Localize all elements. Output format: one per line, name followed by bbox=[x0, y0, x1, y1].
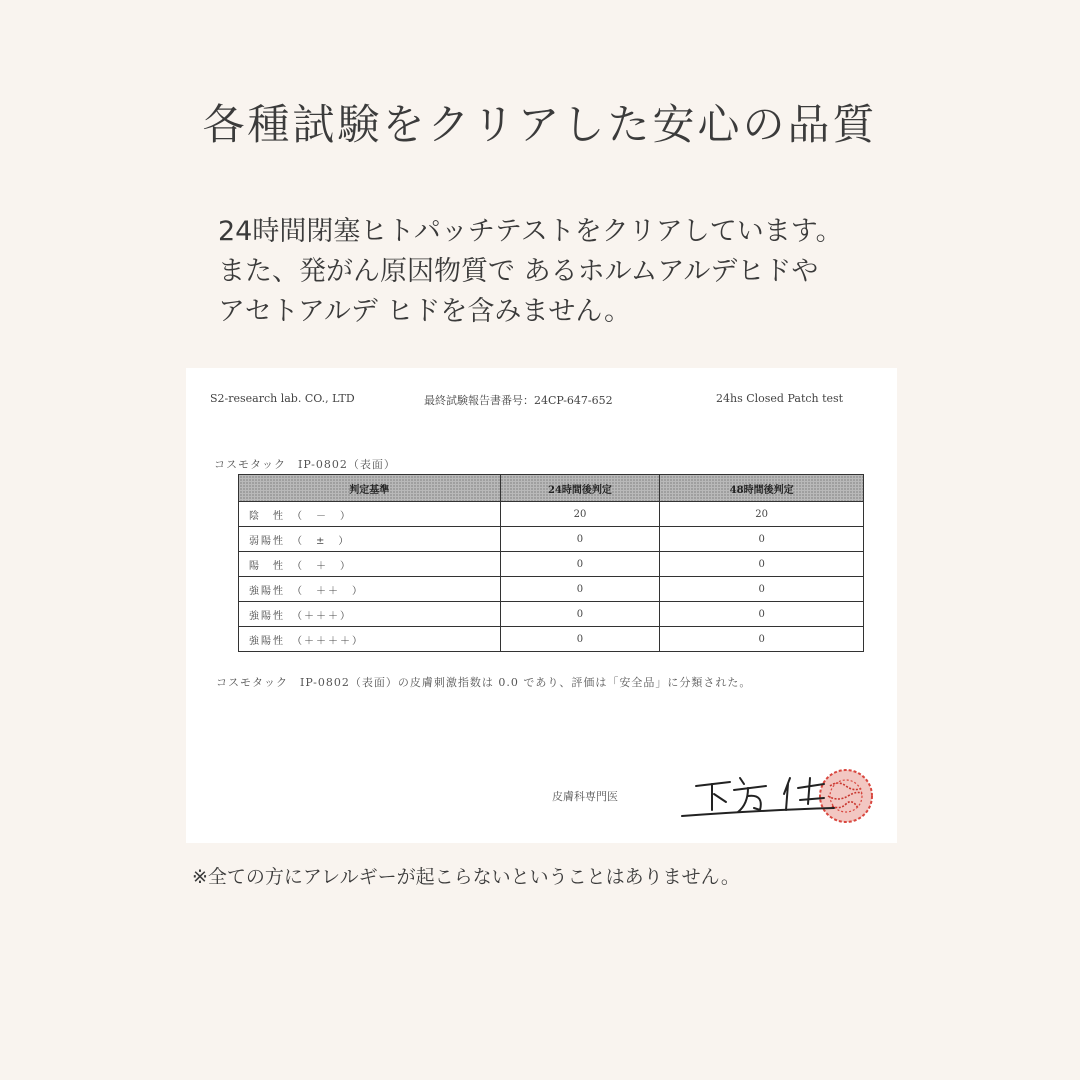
signature-strokes bbox=[682, 778, 834, 816]
criteria-cell: 弱陽性 （ ± ） bbox=[239, 527, 501, 552]
criteria-cell: 陰 性 （ － ） bbox=[239, 502, 501, 527]
criteria-cell: 強陽性 （＋＋＋） bbox=[239, 602, 501, 627]
table-row bbox=[239, 627, 864, 652]
conclusion-text: コスモタック IP-0802（表面）の皮膚刺激指数は 0.0 であり、評価は「安全品」に分類された。 bbox=[216, 676, 752, 689]
test-name: 24hs Closed Patch test bbox=[716, 392, 844, 405]
value-24h-cell: 0 bbox=[500, 627, 660, 652]
value-24h-cell: 0 bbox=[500, 602, 660, 627]
table-row bbox=[239, 552, 864, 577]
criteria-cell: 陽 性 （ ＋ ） bbox=[239, 552, 501, 577]
value-48h-cell: 0 bbox=[660, 602, 864, 627]
lab-name: S2-research lab. CO., LTD bbox=[210, 392, 355, 405]
header-48h: 48時間後判定 bbox=[660, 475, 864, 502]
table-row bbox=[239, 502, 864, 527]
handwritten-signature-with-seal bbox=[674, 764, 884, 834]
product-label: コスモタック IP-0802（表面） bbox=[214, 458, 396, 471]
value-48h-cell: 0 bbox=[660, 577, 864, 602]
description-line: アセトアルデ ヒドを含みません。 bbox=[218, 296, 632, 327]
page-title: 各種試験をクリアした安心の品質 bbox=[202, 100, 878, 149]
value-24h-cell: 0 bbox=[500, 577, 660, 602]
results-table bbox=[238, 474, 864, 652]
test-report-image bbox=[186, 368, 897, 843]
table-header-row bbox=[239, 475, 864, 502]
header-24h: 24時間後判定 bbox=[500, 475, 660, 502]
header-criteria: 判定基準 bbox=[239, 475, 501, 502]
seal-stamp bbox=[820, 770, 872, 822]
value-24h-cell: 0 bbox=[500, 552, 660, 577]
report-number: 最終試験報告書番号：24CP-647-652 bbox=[424, 394, 613, 407]
value-48h-cell: 0 bbox=[660, 527, 864, 552]
value-48h-cell: 0 bbox=[660, 552, 864, 577]
criteria-cell: 強陽性 （ ＋＋ ） bbox=[239, 577, 501, 602]
description-line: また、発がん原因物質で あるホルムアルデヒドや bbox=[218, 256, 819, 287]
value-48h-cell: 20 bbox=[660, 502, 864, 527]
allergy-disclaimer: ※全ての方にアレルギーが起こらないということはありません。 bbox=[192, 866, 740, 888]
description-line: 24時間閉塞ヒトパッチテストをクリアしています。 bbox=[218, 216, 843, 247]
value-24h-cell: 0 bbox=[500, 527, 660, 552]
table-row bbox=[239, 577, 864, 602]
signature-role: 皮膚科専門医 bbox=[552, 790, 618, 803]
description bbox=[218, 212, 918, 332]
table-row bbox=[239, 527, 864, 552]
criteria-cell: 強陽性 （＋＋＋＋） bbox=[239, 627, 501, 652]
value-48h-cell: 0 bbox=[660, 627, 864, 652]
value-24h-cell: 20 bbox=[500, 502, 660, 527]
table-row bbox=[239, 602, 864, 627]
